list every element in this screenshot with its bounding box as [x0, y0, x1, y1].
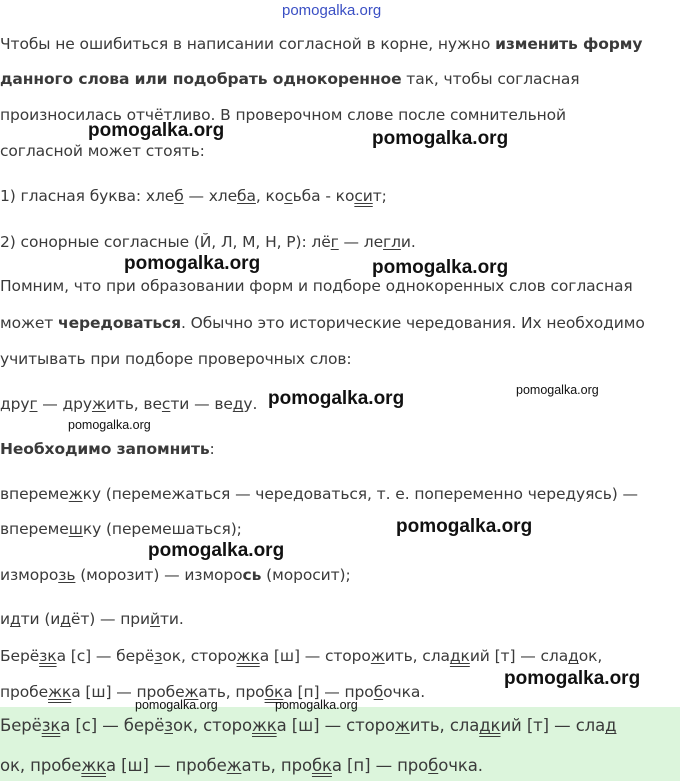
watermark: pomogalka.org — [504, 668, 641, 689]
alternation-example: друг — дружить, вести — веду. — [0, 395, 258, 413]
watermark: pomogalka.org — [268, 388, 405, 409]
remember-heading: Необходимо запомнить: — [0, 440, 215, 458]
example-vperemezhku: вперемежку (перемежаться — чередоваться, т. е. попеременно чередуясь) — — [0, 485, 638, 503]
watermark: pomogalka.org — [372, 257, 509, 278]
case-1-vowel: 1) гласная буква: хлеб — хлеба, косьба - косит; — [0, 187, 387, 205]
example-vpremeshku: вперемeшку (перемешаться); — [0, 520, 242, 538]
alternation-line-1: Помним, что при образовании форм и подборе однокоренных слов согласная — [0, 277, 633, 295]
example-idti: идти (идёт) — прийти. — [0, 610, 184, 628]
watermark: pomogalka.org — [148, 540, 285, 561]
watermark: pomogalka.org — [372, 128, 509, 149]
watermark: pomogalka.org — [68, 418, 151, 432]
example-izmoroz: изморозь (морозит) — изморось (моросит); — [0, 566, 351, 584]
watermark: pomogalka.org — [88, 120, 225, 141]
watermark-top: pomogalka.org — [282, 2, 382, 19]
rule-line-1: Чтобы не ошибиться в написании согласной в корне, нужно изменить форму — [0, 35, 643, 53]
rule-line-3: произносилась отчётливо. В проверочном слове после сомнительной — [0, 106, 566, 124]
watermark: pomogalka.org — [124, 253, 261, 274]
watermark: pomogalka.org — [516, 383, 599, 397]
example-probezhka-1: пробежка [ш] — пробежать, пробка [п] — пробочка. — [0, 683, 426, 701]
case-2-sonorant: 2) сонорные согласные (Й, Л, М, Н, Р): лёг — легли. — [0, 233, 416, 251]
alternation-line-3: учитывать при подборе проверочных слов: — [0, 350, 352, 368]
highlight-line-2: ок, пробежка [ш] — пробежать, пробка [п] — пробочка. — [0, 756, 483, 775]
example-berezka-1: Берёзка [с] — берёзок, сторожка [ш] — сторожить, сладкий [т] — сладок, — [0, 647, 603, 665]
alternation-line-2: может чередоваться. Обычно это исторические чередования. Их необходимо — [0, 314, 645, 332]
watermark: pomogalka.org — [396, 516, 533, 537]
watermark: pomogalka.org — [135, 698, 218, 712]
rule-line-4: согласной может стоять: — [0, 142, 205, 160]
rule-line-2: данного слова или подобрать однокоренное так, чтобы согласная — [0, 70, 580, 88]
watermark: pomogalka.org — [275, 698, 358, 712]
highlight-line-1: Берёзка [с] — берёзок, сторожка [ш] — сторожить, сладкий [т] — слад — [0, 716, 617, 735]
